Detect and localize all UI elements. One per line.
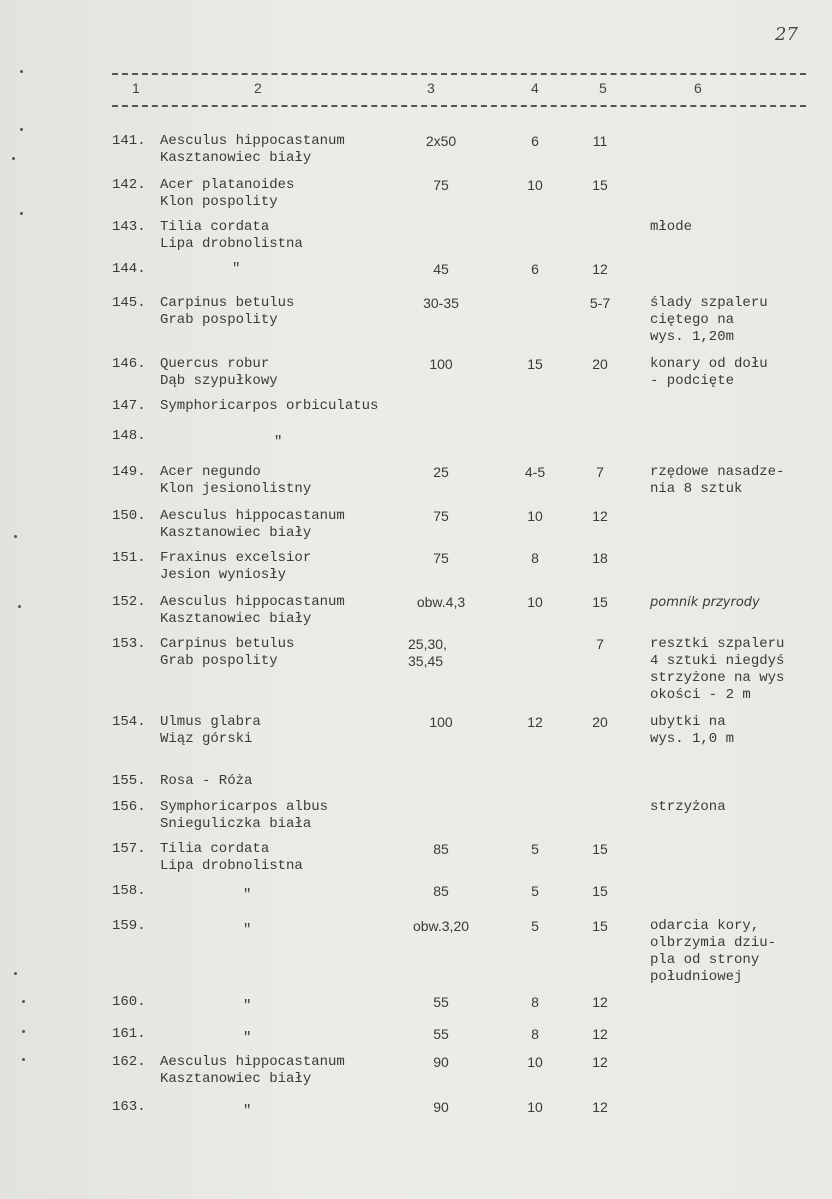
latin-name: Quercus robur — [160, 356, 270, 372]
row-number: 152. — [112, 594, 146, 610]
row-number: 158. — [112, 883, 146, 899]
ditto-mark: " — [243, 1030, 252, 1046]
row-number: 149. — [112, 464, 146, 480]
col-4-value: 8 — [531, 550, 539, 566]
col-3-value: 55 — [433, 994, 449, 1010]
latin-name: Aesculus hippocastanum — [160, 594, 345, 610]
polish-name: Grab pospolity — [160, 653, 278, 669]
remark: ubytki na wys. 1,0 m — [650, 714, 735, 747]
row-number: 142. — [112, 177, 146, 193]
row-number: 147. — [112, 398, 146, 414]
col-3-value: 45 — [433, 261, 449, 277]
row-number: 157. — [112, 841, 146, 857]
header-col-4: 4 — [531, 80, 539, 96]
row-number: 146. — [112, 356, 146, 372]
col-3-value: 75 — [433, 177, 449, 193]
col-4-value: 6 — [531, 261, 539, 277]
col-3-value: 75 — [433, 508, 449, 524]
ditto-mark: " — [243, 922, 252, 938]
table-header — [0, 80, 832, 100]
latin-name: Symphoricarpos albus — [160, 799, 329, 815]
header-col-2: 2 — [254, 80, 262, 96]
col-4-value: 12 — [527, 714, 543, 730]
polish-name: Grab pospolity — [160, 312, 278, 328]
margin-mark — [20, 70, 23, 73]
latin-name: Acer platanoides — [160, 177, 295, 193]
col-4-value: 10 — [527, 594, 543, 610]
row-number: 162. — [112, 1054, 146, 1070]
latin-name: Rosa - Róża — [160, 773, 253, 789]
header-col-3: 3 — [427, 80, 435, 96]
col-3-value: 100 — [429, 356, 453, 372]
row-number: 148. — [112, 428, 146, 444]
col-3-value: 55 — [433, 1026, 449, 1042]
row-number: 153. — [112, 636, 146, 652]
row-number: 144. — [112, 261, 146, 277]
header-col-6: 6 — [694, 80, 702, 96]
polish-name: Jesion wyniosły — [160, 567, 287, 583]
col-5-value: 12 — [592, 261, 608, 277]
margin-mark — [14, 972, 17, 975]
col-3-value: 25 — [433, 464, 449, 480]
polish-name: Dąb szypułkowy — [160, 373, 278, 389]
col-5-value: 15 — [592, 177, 608, 193]
remark: rzędowe nasadze- nia 8 sztuk — [650, 464, 785, 497]
col-5-value: 11 — [592, 133, 608, 149]
col-3-value: 75 — [433, 550, 449, 566]
col-4-value: 5 — [531, 841, 539, 857]
col-5-value: 5-7 — [589, 295, 611, 311]
margin-mark — [20, 128, 23, 131]
remark: strzyżona — [650, 799, 726, 815]
polish-name: Lipa drobnolistna — [160, 236, 303, 252]
remark: resztki szpaleru 4 sztuki niegdyś strzyżone na wys okości - 2 m — [650, 636, 785, 703]
col-5-value: 15 — [592, 918, 608, 934]
col-3-value: 100 — [429, 714, 453, 730]
polish-name: Kasztanowiec biały — [160, 611, 312, 627]
col-5-value: 15 — [592, 594, 608, 610]
col-5-value: 12 — [592, 1026, 608, 1042]
handwritten-remark: pomnik przyrody — [650, 595, 760, 610]
col-3-value: 25,30, 35,45 — [408, 636, 447, 669]
row-number: 163. — [112, 1099, 146, 1115]
row-number: 143. — [112, 219, 146, 235]
margin-mark — [22, 1030, 25, 1033]
polish-name: Wiąz górski — [160, 731, 253, 747]
margin-mark — [18, 605, 21, 608]
col-5-value: 12 — [592, 1099, 608, 1115]
ditto-mark: " — [274, 434, 283, 450]
margin-mark — [22, 1058, 25, 1061]
polish-name: Kasztanowiec biały — [160, 150, 312, 166]
col-3-value: 2x50 — [425, 133, 457, 149]
ditto-mark: " — [232, 261, 241, 277]
polish-name: Klon jesionolistny — [160, 481, 312, 497]
row-number: 160. — [112, 994, 146, 1010]
row-number: 159. — [112, 918, 146, 934]
col-3-value: 85 — [433, 841, 449, 857]
col-4-value: 15 — [527, 356, 543, 372]
col-5-value: 15 — [592, 841, 608, 857]
col-5-value: 7 — [596, 464, 604, 480]
margin-mark — [22, 1000, 25, 1003]
col-3-value: obw.3,20 — [412, 918, 470, 934]
ditto-mark: " — [243, 998, 252, 1014]
polish-name: Snieguliczka biała — [160, 816, 312, 832]
col-4-value: 10 — [527, 508, 543, 524]
remark: ślady szpaleru ciętego na wys. 1,20m — [650, 295, 768, 345]
margin-mark — [20, 212, 23, 215]
latin-name: Tilia cordata — [160, 219, 270, 235]
col-4-value: 10 — [527, 1054, 543, 1070]
latin-name: Fraxinus excelsior — [160, 550, 312, 566]
latin-name: Aesculus hippocastanum — [160, 1054, 345, 1070]
header-bottom-rule — [112, 105, 806, 107]
remark: odarcia kory, olbrzymia dziu- pla od strony południowej — [650, 918, 777, 985]
col-5-value: 7 — [596, 636, 604, 652]
col-5-value: 20 — [592, 714, 608, 730]
col-5-value: 12 — [592, 994, 608, 1010]
col-4-value: 4-5 — [524, 464, 546, 480]
col-4-value: 6 — [531, 133, 539, 149]
latin-name: Symphoricarpos orbiculatus — [160, 398, 379, 414]
ditto-mark: " — [243, 887, 252, 903]
col-3-value: 90 — [433, 1099, 449, 1115]
polish-name: Lipa drobnolistna — [160, 858, 303, 874]
latin-name: Aesculus hippocastanum — [160, 133, 345, 149]
ditto-mark: " — [243, 1103, 252, 1119]
latin-name: Carpinus betulus — [160, 636, 295, 652]
polish-name: Klon pospolity — [160, 194, 278, 210]
col-5-value: 12 — [592, 1054, 608, 1070]
header-col-5: 5 — [599, 80, 607, 96]
col-5-value: 20 — [592, 356, 608, 372]
col-3-value: obw.4,3 — [416, 594, 466, 610]
remark: konary od dołu - podcięte — [650, 356, 768, 389]
row-number: 154. — [112, 714, 146, 730]
row-number: 151. — [112, 550, 146, 566]
col-5-value: 15 — [592, 883, 608, 899]
row-number: 156. — [112, 799, 146, 815]
col-3-value: 85 — [433, 883, 449, 899]
remark: młode — [650, 219, 693, 235]
latin-name: Ulmus glabra — [160, 714, 261, 730]
row-number: 155. — [112, 773, 146, 789]
polish-name: Kasztanowiec biały — [160, 1071, 312, 1087]
col-3-value: 30-35 — [423, 295, 459, 311]
latin-name: Carpinus betulus — [160, 295, 295, 311]
row-number: 145. — [112, 295, 146, 311]
latin-name: Acer negundo — [160, 464, 261, 480]
col-5-value: 12 — [592, 508, 608, 524]
col-4-value: 5 — [531, 918, 539, 934]
col-4-value: 8 — [531, 994, 539, 1010]
header-col-1: 1 — [132, 80, 140, 96]
margin-mark — [12, 157, 15, 160]
col-4-value: 10 — [527, 177, 543, 193]
col-4-value: 10 — [527, 1099, 543, 1115]
row-number: 141. — [112, 133, 146, 149]
margin-mark — [14, 535, 17, 538]
row-number: 150. — [112, 508, 146, 524]
col-3-value: 90 — [433, 1054, 449, 1070]
page-number: 27 — [775, 24, 798, 45]
col-5-value: 18 — [592, 550, 608, 566]
latin-name: Tilia cordata — [160, 841, 270, 857]
header-top-rule — [112, 73, 806, 75]
polish-name: Kasztanowiec biały — [160, 525, 312, 541]
row-number: 161. — [112, 1026, 146, 1042]
latin-name: Aesculus hippocastanum — [160, 508, 345, 524]
col-4-value: 8 — [531, 1026, 539, 1042]
col-4-value: 5 — [531, 883, 539, 899]
